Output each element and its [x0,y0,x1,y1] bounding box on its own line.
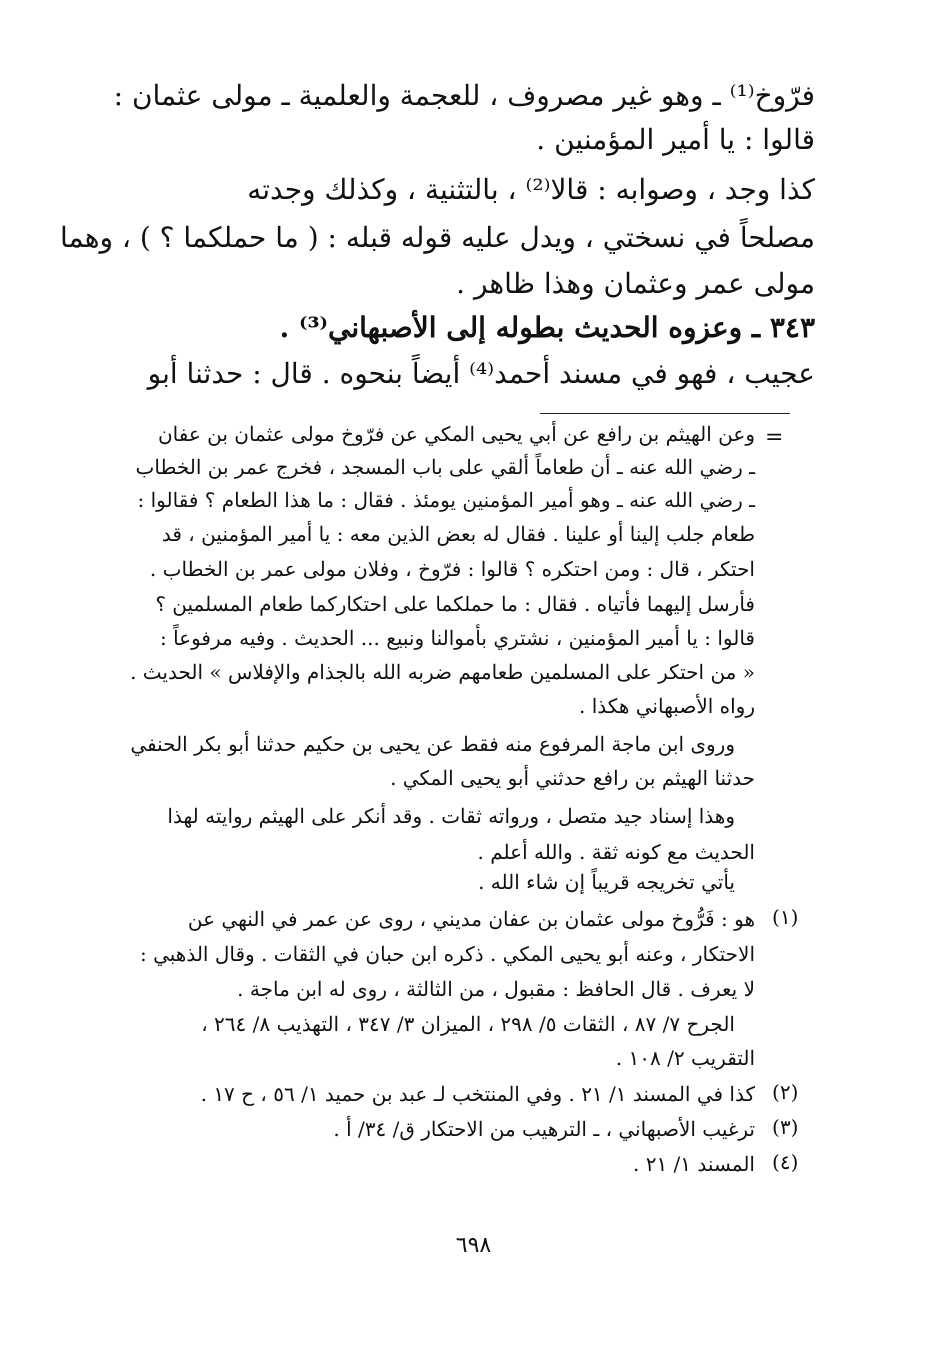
continuation-marker: = [765,425,784,450]
main-line-5: مولى عمر وعثمان وهذا ظاهر . [456,267,815,300]
footnote-cont-line: رواه الأصبهاني هكذا . [579,694,755,718]
footnote-number: (١) [772,905,799,929]
footnote-cont-line: طعام جلب إلينا أو علينا . فقال له بعض الذين معه : يا أمير المؤمنين ، قد [161,522,755,546]
main-line-1: فرّوخ⁽¹⁾ ـ وهو غير مصروف ، للعجمة والعلمية ـ مولى عثمان : [113,79,815,112]
footnote-cont-line: ـ رضي الله عنه ـ أن طعاماً ألقي على باب المسجد ، فخرج عمر بن الخطاب [135,455,755,479]
footnote-cont-line: حدثنا الهيثم بن رافع حدثني أبو يحيى المكي . [390,766,755,790]
footnote-cont-line: قالوا : يا أمير المؤمنين ، نشتري بأموالنا ونبيع ... الحديث . وفيه مرفوعاً : [159,626,755,650]
footnote-number: (٤) [772,1150,799,1174]
footnote-cont-line: وروى ابن ماجة المرفوع منه فقط عن يحيى بن حكيم حدثنا أبو بكر الحنفي [130,732,735,756]
footnote-line: التقريب ٢/ ١٠٨ . [615,1046,755,1070]
footnote-line: الجرح ٧/ ٨٧ ، الثقات ٥/ ٢٩٨ ، الميزان ٣/ ٣٤٧ ، التهذيب ٨/ ٢٦٤ ، [201,1012,735,1036]
footnote-line: هو : فَرُّوخ مولى عثمان بن عفان مديني ، روى عن عمر في النهي عن [187,907,755,931]
footnote-cont-line: « من احتكر على المسلمين طعامهم ضربه الله بالجذام والإفلاس » الحديث . [130,660,755,684]
footnote-cont-line: ـ رضي الله عنه ـ وهو أمير المؤمنين يومئذ . فقال : ما هذا الطعام ؟ فقالوا : [137,488,755,512]
footnote-number: (٣) [772,1115,799,1139]
page-number: ٦٩٨ [455,1233,492,1258]
footnote-line: كذا في المسند ١/ ٢١ . وفي المنتخب لـ عبد بن حميد ١/ ٥٦ ، ح ١٧ . [200,1082,755,1106]
footnote-cont-line: احتكر ، قال : ومن احتكره ؟ قالوا : فرّوخ ، وفلان مولى عمر بن الخطاب . [149,557,755,581]
footnote-line: الاحتكار ، وعنه أبو يحيى المكي . ذكره ابن حبان في الثقات . وقال الذهبي : [139,942,755,966]
footnote-line: المسند ١/ ٢١ . [632,1152,755,1176]
main-line-3: كذا وجد ، وصوابه : قالا⁽²⁾ ، بالتثنية ، وكذلك وجدته [247,173,815,206]
footnote-number: (٢) [772,1080,799,1104]
main-line-4: مصلحاً في نسختي ، ويدل عليه قوله قبله : ( ما حملكما ؟ ) ، وهما [59,221,815,254]
footnote-cont-line: وهذا إسناد جيد متصل ، ورواته ثقات . وقد أنكر على الهيثم روايته لهذا [167,804,735,828]
main-line-2: قالوا : يا أمير المؤمنين . [536,123,815,156]
footnote-line: لا يعرف . قال الحافظ : مقبول ، من الثالثة ، روى له ابن ماجة . [237,977,755,1001]
main-line-7: عجيب ، فهو في مسند أحمد⁽⁴⁾ أيضاً بنحوه . قال : حدثنا أبو [147,357,815,390]
main-line-6: ٣٤٣ ـ وعزوه الحديث بطوله إلى الأصبهاني⁽³⁾ . [279,311,815,344]
footnote-cont-line: يأتي تخريجه قريباً إن شاء الله . [478,870,735,894]
footnote-cont-line: الحديث مع كونه ثقة . والله أعلم . [477,840,755,864]
footnote-cont-line: فأرسل إليهما فأتياه . فقال : ما حملكما على احتكاركما طعام المسلمين ؟ [155,592,755,616]
footnote-line: ترغيب الأصبهاني ، ـ الترهيب من الاحتكار ق/ ٣٤/ أ . [333,1117,755,1141]
footnote-separator [540,413,790,414]
footnote-cont-line: وعن الهيثم بن رافع عن أبي يحيى المكي عن فرّوخ مولى عثمان بن عفان [157,422,755,446]
